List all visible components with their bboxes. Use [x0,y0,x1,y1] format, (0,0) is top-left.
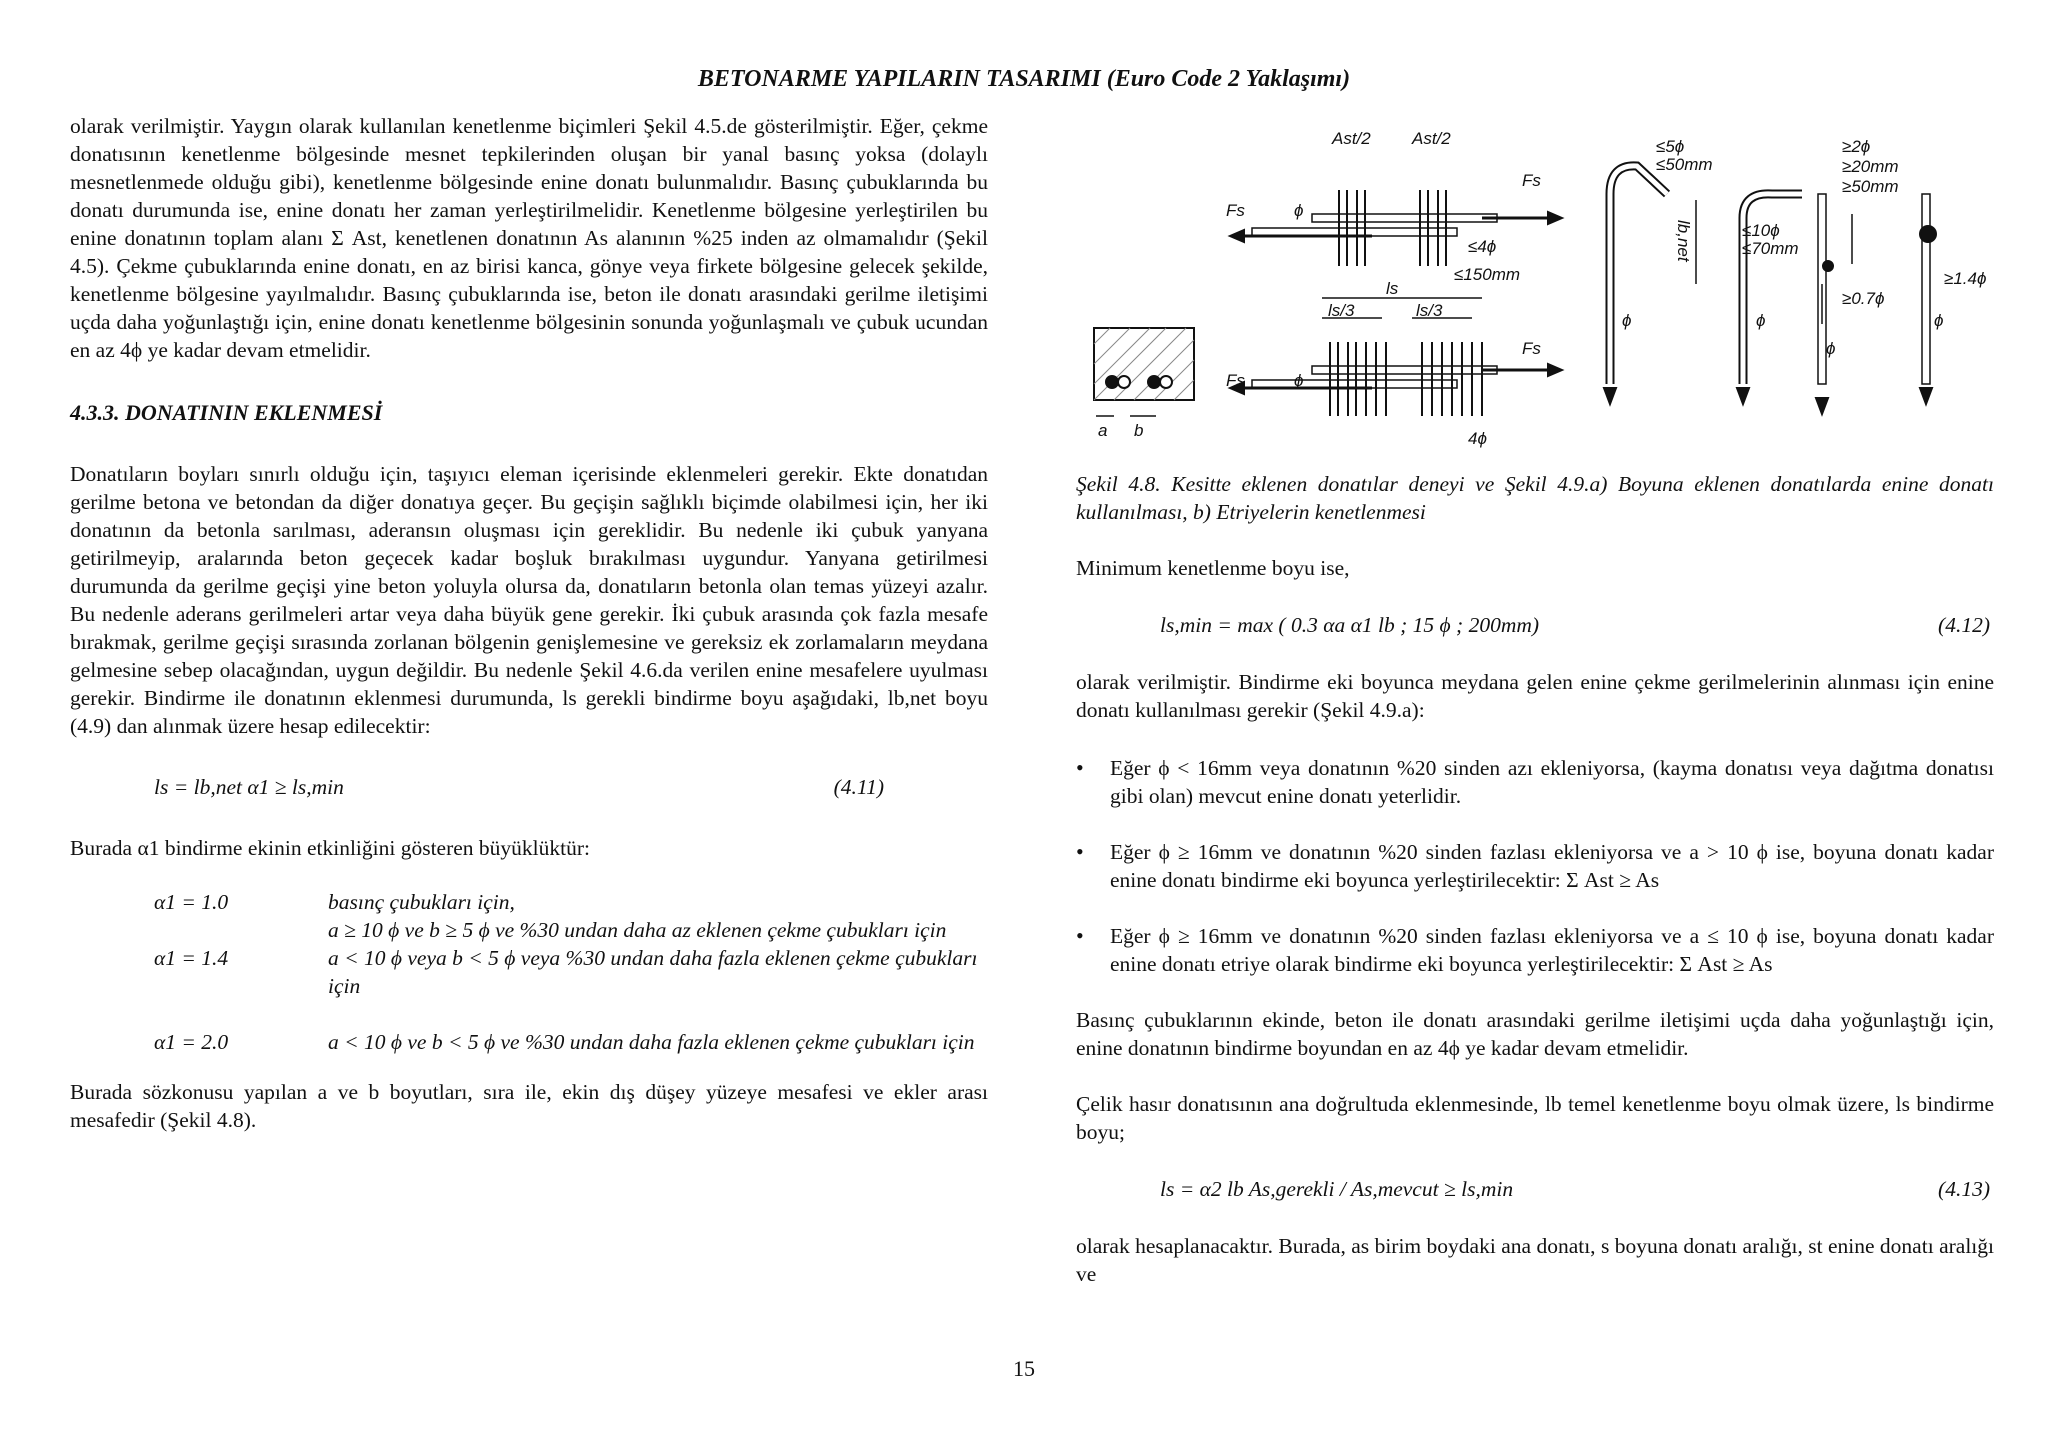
equation-text: ls = lb,net α1 ≥ ls,min [154,775,344,799]
alpha-value: α1 = 1.0 [154,890,229,914]
paragraph: Minimum kenetlenme boyu ise, [1076,556,1350,580]
label-fs: Fs [1522,171,1541,190]
alpha-description: basınç çubukları için, a ≥ 10 ϕ ve b ≥ 5 ϕ ve %30 undan daha az eklenen çekme çubukları için [328,890,947,942]
bar-circle [1118,376,1130,388]
left-column [70,112,988,1134]
label-ls3: ls/3 [1416,301,1443,320]
alpha-row [70,888,988,944]
arrow-down [1816,398,1828,414]
equation-number: (4.11) [833,775,884,799]
equation-4-13 [1160,1174,1990,1204]
label-le10phi: ≤10ϕ [1742,221,1780,240]
bar-circle [1106,376,1118,388]
label-ls3: ls/3 [1328,301,1355,320]
bullet-list [1076,754,1994,978]
cross-section-rect [1094,328,1194,400]
alpha-row [70,1028,988,1056]
label-le4phi: ≤4ϕ [1468,237,1497,256]
arrow-down [1737,388,1749,404]
equation-text: ls,min = max ( 0.3 αa α1 lb ; 15 ϕ ; 200mm) [1160,613,1540,637]
welded-dot [1823,261,1833,271]
label-ge07phi: ≥0.7ϕ [1842,289,1885,308]
label-ast-left: Ast/2 [1332,129,1371,148]
welded-dot-large [1920,226,1936,242]
paragraph: olarak hesaplanacaktır. Burada, as birim boydaki ana donatı, s boyuna donatı aralığı, st enine donatı aralığı ve [1076,1234,1994,1286]
hook-bar-1-inner [1610,166,1667,384]
arrow-right [1548,364,1562,376]
bar-upper [1312,366,1497,374]
label-ge14phi: ≥1.4ϕ [1944,269,1987,288]
page-number: 15 [1013,1356,1035,1381]
equation-text: ls = α2 lb As,gerekli / As,mevcut ≥ ls,min [1160,1177,1514,1201]
list-item: • Eğer ϕ ≥ 16mm ve donatının %20 sinden fazlası ekleniyorsa ve a > 10 ϕ ise, boyuna donatı kadar enine donatı bindirme eki boyunca yerleştirilecektir: Σ Ast ≥ As [1076,838,1994,894]
label-ast-right: Ast/2 [1412,129,1451,148]
label-phi: ϕ [1294,371,1304,390]
equation-4-11 [154,772,884,802]
label-fs: Fs [1522,339,1541,358]
paragraph: Burada sözkonusu yapılan a ve b boyutları, sıra ile, ekin dış düşey yüzeye mesafesi ve ekler arası mesafedir (Şekil 4.8). [70,1080,988,1132]
straight-bar-4 [1922,194,1930,384]
alpha-description: a < 10 ϕ ve b < 5 ϕ ve %30 undan daha fazla eklenen çekme çubukları için [328,1030,975,1054]
paragraph: Burada α1 bindirme ekinin etkinliğini gösteren büyüklüktür: [70,836,591,860]
paragraph: Basınç çubuklarının ekinde, beton ile donatı arasındaki gerilme iletişimi uçda daha yoğunlaştığı için, enine donatının bindirme boyundan en az 4ϕ ye kadar devam etmelidir. [1076,1008,1994,1060]
figure-caption: Şekil 4.8. Kesitte eklenen donatılar deneyi ve Şekil 4.9.a) Boyuna eklenen donatılarda enine donatı kullanılması, b) Etriyelerin kenetlenmesi [1076,472,1994,524]
section-heading: 4.3.3. DONATININ EKLENMESİ [70,400,383,425]
hook-bar-1 [1610,166,1667,384]
label-le5phi: ≤5ϕ [1656,137,1685,156]
paragraph: Çelik hasır donatısının ana doğrultuda eklenmesinde, lb temel kenetlenme boyu olmak üzere, ls bindirme boyu; [1076,1092,1994,1144]
label-le50: ≤50mm [1656,155,1713,174]
paragraph: olarak verilmiştir. Yaygın olarak kullanılan kenetlenme biçimleri Şekil 4.5.de gösterilmiştir. Eğer, çekme donatısının kenetlenme bölgesinde mesnet tepkilerinden oluşan bir yanal basınç yoksa (dolaylı mesnetlenmede olduğu gibi), kenetlenme bölgesinde enine donatı bulunmalıdır. Basınç çubuklarında bu donatı durumunda ise, enine donatı her zaman yerleştirilmelidir. Kenetlenme bölgesine yerleştirilen bu enine donatının toplam alanı Σ Ast, kenetlenen donatının As alanının %25 inden az olmamalıdır (Şekil 4.5). Çekme çubuklarında enine donatı, en az birisi kanca, gönye veya firkete bölgesine gelecek şekilde, kenetlenme bölgesine yayılmalıdır. Basınç çubuklarında ise, beton ile donatı arasındaki gerilme iletişimi uçda daha yoğunlaştığı için, enine donatı kenetlenme bölgesinin sonunda yoğunlaşmalı ve çubuk ucundan en az 4ϕ ye kadar devam etmelidir. [70,114,988,362]
alpha-value: α1 = 2.0 [154,1030,229,1054]
list-item: • Eğer ϕ ≥ 16mm ve donatının %20 sinden fazlası ekleniyorsa ve a ≤ 10 ϕ ise, boyuna donatı kadar enine donatı etriye olarak bindirme eki boyunca yerleştirilecektir: Σ Ast ≥ As [1076,922,1994,978]
label-lbnet: lb,net [1674,220,1693,262]
label-a: a [1098,421,1108,440]
stirrups-bottom [1330,342,1482,416]
label-ls: ls [1386,279,1399,298]
figure-4-8-4-9 [1082,124,1992,454]
label-fs: Fs [1226,201,1245,220]
right-column [1076,470,1994,1288]
alpha-description: a < 10 ϕ veya b < 5 ϕ veya %30 undan daha fazla eklenen çekme çubukları için [328,946,978,998]
hatch-lines [1094,328,1194,400]
arrow-down [1604,388,1616,404]
arrow-down [1920,388,1932,404]
label-phi: ϕ [1826,339,1836,358]
bar-circle [1160,376,1172,388]
label-le70: ≤70mm [1742,239,1799,258]
label-fs: Fs [1226,371,1245,390]
bar-circle [1148,376,1160,388]
label-phi: ϕ [1622,311,1632,330]
equation-number: (4.12) [1938,613,1990,637]
paragraph: olarak verilmiştir. Bindirme eki boyunca meydana gelen enine çekme gerilmelerinin alınması için enine donatı kullanılması gerekir (Şekil 4.9.a): [1076,670,1994,722]
alpha-value: α1 = 1.4 [154,946,229,970]
equation-4-12 [1160,610,1990,640]
equation-number: (4.13) [1938,1177,1990,1201]
label-le150: ≤150mm [1454,265,1521,284]
paragraph: Donatıların boyları sınırlı olduğu için, taşıyıcı eleman içerisinde eklenmeleri gerekir. Ekte donatıdan gerilme betona ve betondan da diğer donatıya geçer. Bu geçişin sağlıklı biçimde olabilmesi için, her iki donatının da betonla sarılması, aderansın oluşması için gereklidir. Bu nedenle iki çubuk yanyana getirilmeyip, aralarında beton geçecek kadar boşluk bırakılması uygundur. Yanyana getirilmesi durumunda da gerilme geçişi yine beton yoluyla olursa da, donatıların betonla olan temas yüzeyi azalır. Bu nedenle aderans gerilmeleri artar veya daha büyük gene gerekir. İki çubuk arasında çok fazla mesafe bırakmak, gerilme geçişi sırasında zorlanan bölgenin genişlemesine ve gereksiz ek zorlamaların meydana gelmesine sebep olacağından, uygun değildir. Bu nedenle Şekil 4.6.da verilen enine mesafelere uyulması gerekir. Bindirme ile donatının eklenmesi durumunda, ls gerekli bindirme boyu aşağıdaki, lb,net boyu (4.9) dan alınmak üzere hesap edilecektir: [70,462,988,738]
alpha-list [70,888,988,1056]
label-ge20: ≥20mm [1842,157,1899,176]
label-b: b [1134,421,1144,440]
arrow-right [1548,212,1562,224]
label-phi: ϕ [1294,201,1304,220]
label-4phi: 4ϕ [1468,429,1487,448]
list-item: • Eğer ϕ < 16mm veya donatının %20 sinden azı ekleniyorsa, (kayma donatısı veya dağıtma donatısı gibi olan) mevcut enine donatı yeterlidir. [1076,754,1994,810]
page-header: BETONARME YAPILARIN TASARIMI (Euro Code 2 Yaklaşımı) [697,66,1351,92]
alpha-row [70,944,988,1000]
label-ge50: ≥50mm [1842,177,1899,196]
label-phi: ϕ [1934,311,1944,330]
label-ge2phi: ≥2ϕ [1842,137,1871,156]
arrow-left [1230,230,1244,242]
label-phi: ϕ [1756,311,1766,330]
